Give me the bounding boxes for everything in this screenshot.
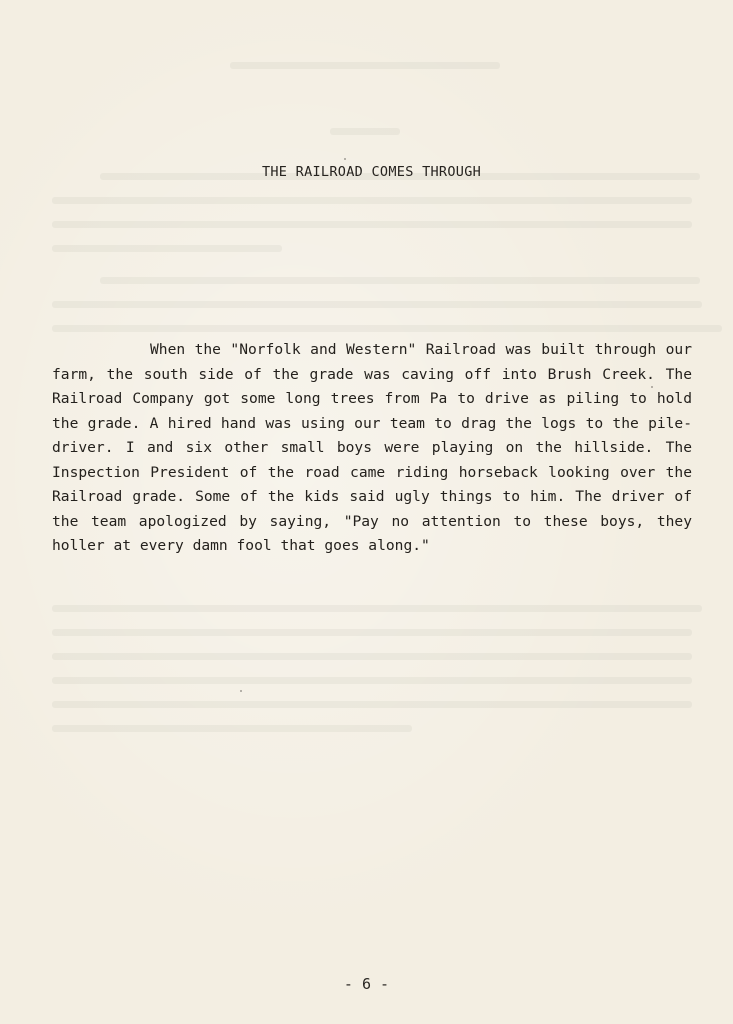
body-paragraph: When the "Norfolk and Western" Railroad was built through our farm, the south side of the grade was caving off into Brush Creek. The Railroad Company got some long trees from Pa to drive as piling to hold the grade. A hired hand was using our team to drag the logs to the pile-driver. I and six other small boys were playing on the hillside. The Inspection President of the road came riding horseback looking over the Railroad grade. Some of the kids said ugly things to him. The driver of the team apologized by saying, "Pay no attention to these boys, they holler at every damn fool that goes along." — [52, 341, 701, 554]
paper-speck — [651, 386, 653, 388]
document-title: THE RAILROAD COMES THROUGH — [261, 164, 482, 180]
page-number: - 6 - — [343, 975, 390, 993]
paper-speck — [344, 158, 346, 160]
paper-speck — [240, 690, 242, 692]
